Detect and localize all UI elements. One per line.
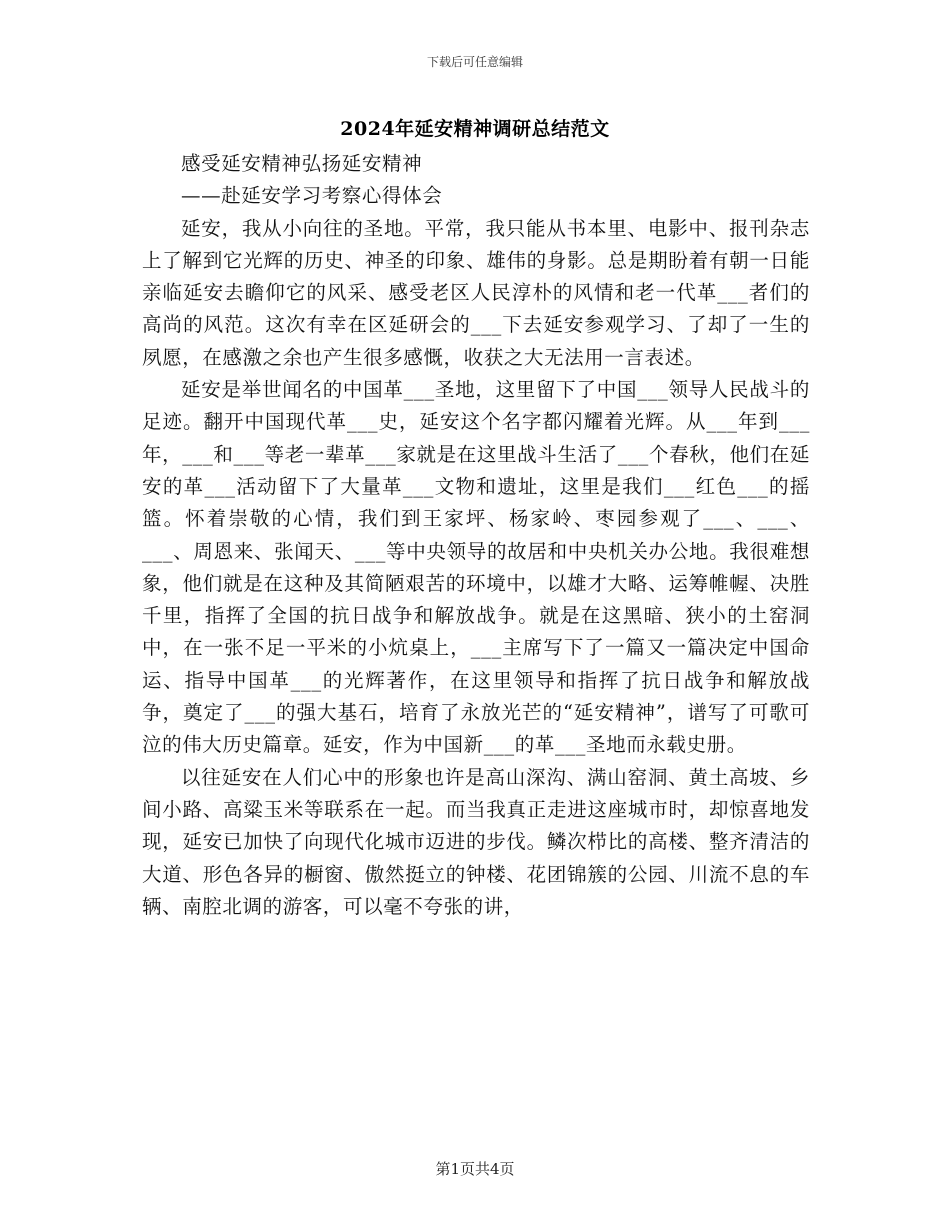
paragraph-3: 以往延安在人们心中的形象也许是高山深沟、满山窑洞、黄土高坡、乡间小路、高粱玉米等联系在一起。而当我真正走进这座城市时，却惊喜地发现，延安已加快了向现代化城市迈进的步伐。鳞次栉比的高楼、整齐清洁的大道、形色各异的橱窗、傲然挺立的钟楼、花团锦簇的公园、川流不息的车辆、南腔北调的游客，可以毫不夸张的讲，	[142, 765, 810, 918]
header-note: 下载后可任意编辑	[426, 55, 523, 69]
page-footer: 第1页共4页	[435, 1160, 515, 1178]
document-title: 2024年延安精神调研总结范文	[340, 118, 610, 140]
document-body	[142, 148, 810, 923]
subtitle: 感受延安精神弘扬延安精神	[181, 152, 423, 175]
paragraph-2: 延安是举世闻名的中国革___圣地，这里留下了中国___领导人民战斗的足迹。翻开中国现代革___史，延安这个名字都闪耀着光辉。从___年到___年，___和___等老一辈革___家就是在这里战斗生活了___个春秋，他们在延安的革___活动留下了大量革___文物和遗址，这里是我们___红色___的摇篮。怀着崇敬的心情，我们到王家坪、杨家岭、枣园参观了___、___、___、周恩来、张闻天、___等中央领导的故居和中央机关办公地。我很难想象，他们就是在这种及其简陋艰苦的环境中，以雄才大略、运筹帷幄、决胜千里，指挥了全国的抗日战争和解放战争。就是在这黑暗、狭小的土窑洞中，在一张不足一平米的小炕桌上，___主席写下了一篇又一篇决定中国命运、指导中国革___的光辉著作，在这里领导和指挥了抗日战争和解放战争，奠定了___的强大基石，培育了永放光芒的“延安精神”，谱写了可歌可泣的伟大历史篇章。延安，作为中国新___的革___圣地而永载史册。	[142, 378, 810, 757]
subtitle-secondary: ——赴延安学习考察心得体会	[181, 184, 443, 208]
paragraph-1: 延安，我从小向往的圣地。平常，我只能从书本里、电影中、报刊杂志上了解到它光辉的历史、神圣的印象、雄伟的身影。总是期盼着有朝一日能亲临延安去瞻仰它的风采、感受老区人民淳朴的风情和老一代革___者们的高尚的风范。这次有幸在区延研会的___下去延安参观学习、了却了一生的夙愿，在感激之余也产生很多感慨，收获之大无法用一言表述。	[142, 216, 810, 369]
